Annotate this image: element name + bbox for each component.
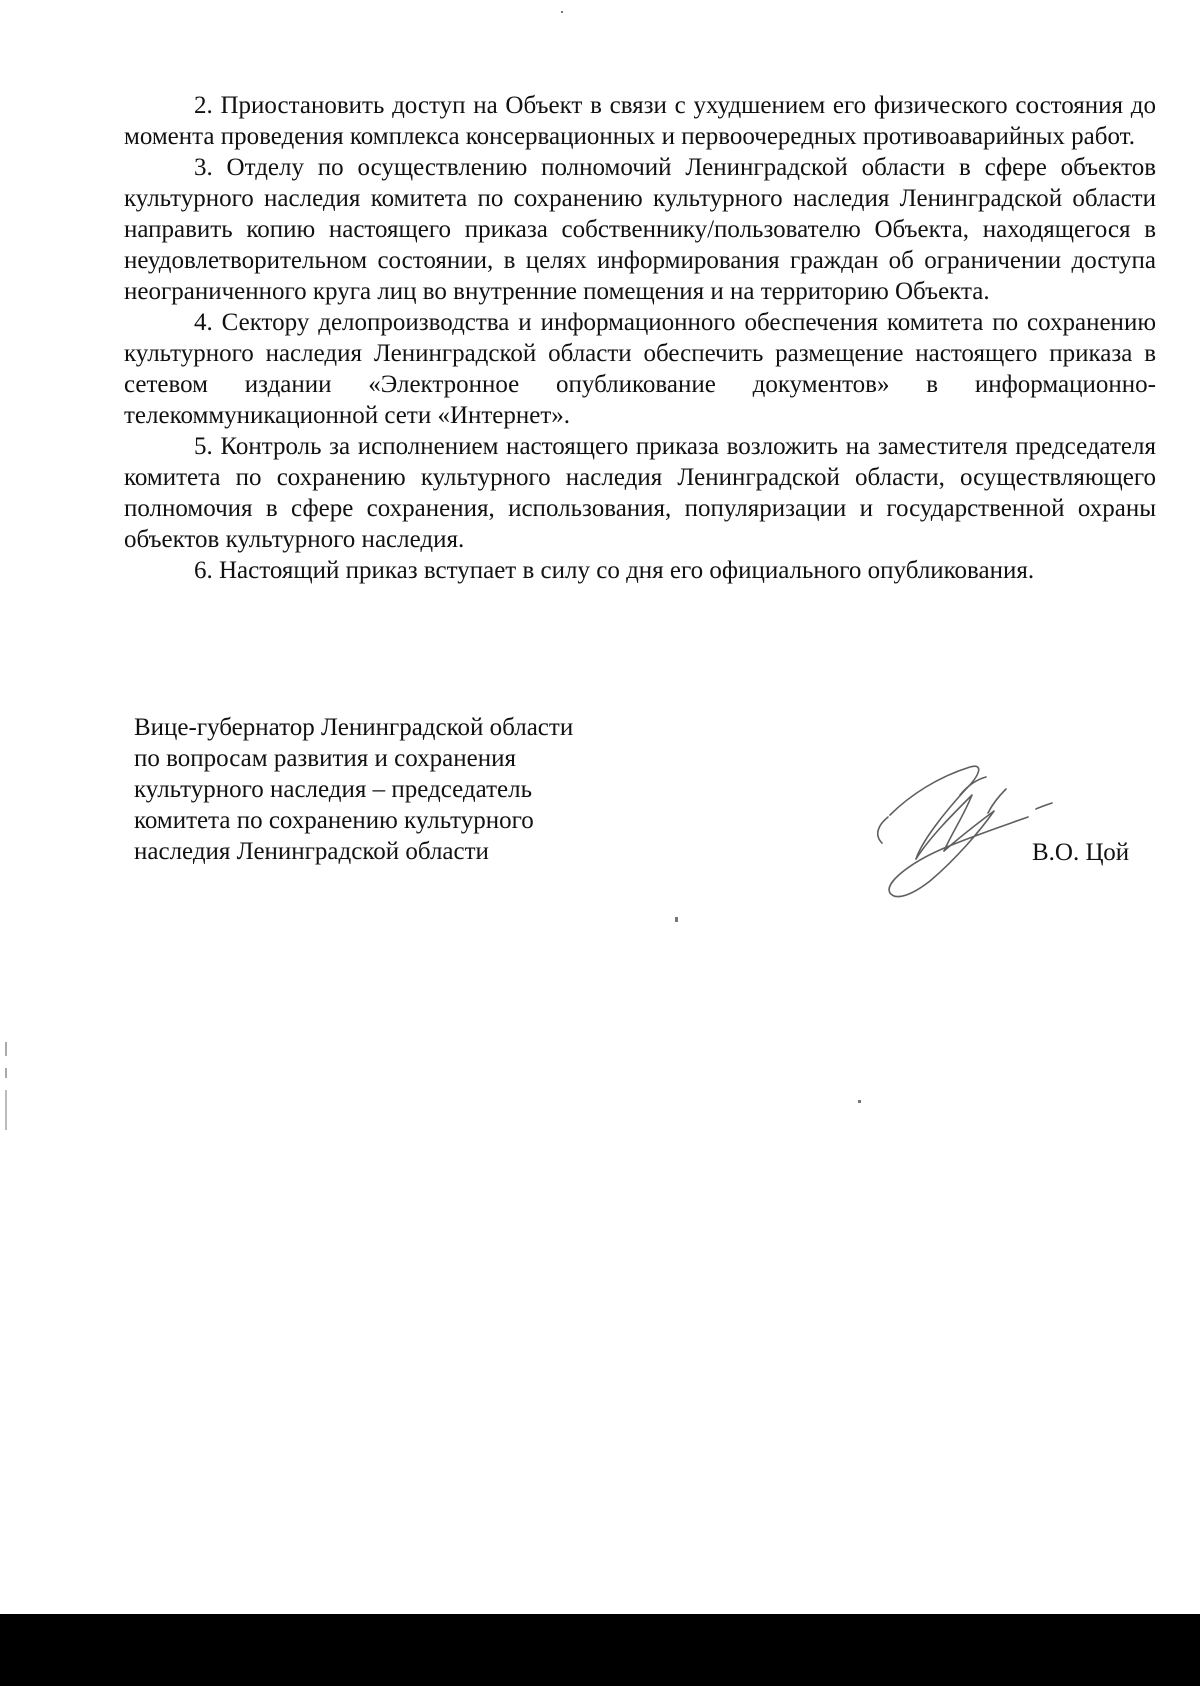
scan-speck [561,11,563,13]
paragraph-5: 5. Контроль за исполнением настоящего приказа возложить на заместителя председателя комитета по сохранению культурного наследия Ленинградской области, осуществляющего полномочия в сфере сохранения, использования, популяризации и государственной охраны объектов культурного наследия. [124,433,1156,553]
signatory-name: В.О. Цой [1032,839,1130,866]
scan-speck [5,1042,7,1056]
signatory-title-line: по вопросам развития и сохранения [134,745,516,772]
order-body [124,90,1156,586]
scan-bottom-band [0,1614,1200,1686]
paragraph-2: 2. Приостановить доступ на Объект в связи с ухудшением его физического состояния до момента проведения комплекса консервационных и первоочередных противоаварийных работ. [124,92,1156,150]
signatory-title [134,712,694,867]
signatory-title-line: наследия Ленинградской области [134,838,489,865]
signatory-title-line: Вице-губернатор Ленинградской области [134,714,574,741]
paragraph-6: 6. Настоящий приказ вступает в силу со дня его официального опубликования. [194,557,1035,584]
signatory-title-line: культурного наследия – председатель [134,776,532,803]
signatory-title-line: комитета по сохранению культурного [134,807,534,834]
scan-speck [5,1090,7,1130]
paragraph-3: 3. Отделу по осуществлению полномочий Ленинградской области в сфере объектов культурного наследия комитета по сохранению культурного наследия Ленинградской области направить копию настоящего приказа собственнику/пользователю Объекта, находящегося в неудовлетворительном состоянии, в целях информирования граждан об ограничении доступа неограниченного круга лиц во внутренние помещения и на территорию Объекта. [124,154,1156,305]
paragraph-4: 4. Сектору делопроизводства и информационного обеспечения комитета по сохранению культурного наследия Ленинградской области обеспечить размещение настоящего приказа в сетевом издании «Электронное опубликование документов» в информационно-телекоммуникационной сети «Интернет». [124,309,1156,429]
scan-speck [5,1068,7,1078]
scan-speck [858,1100,861,1103]
handwritten-signature-icon [860,755,1080,905]
scan-speck [675,917,678,922]
